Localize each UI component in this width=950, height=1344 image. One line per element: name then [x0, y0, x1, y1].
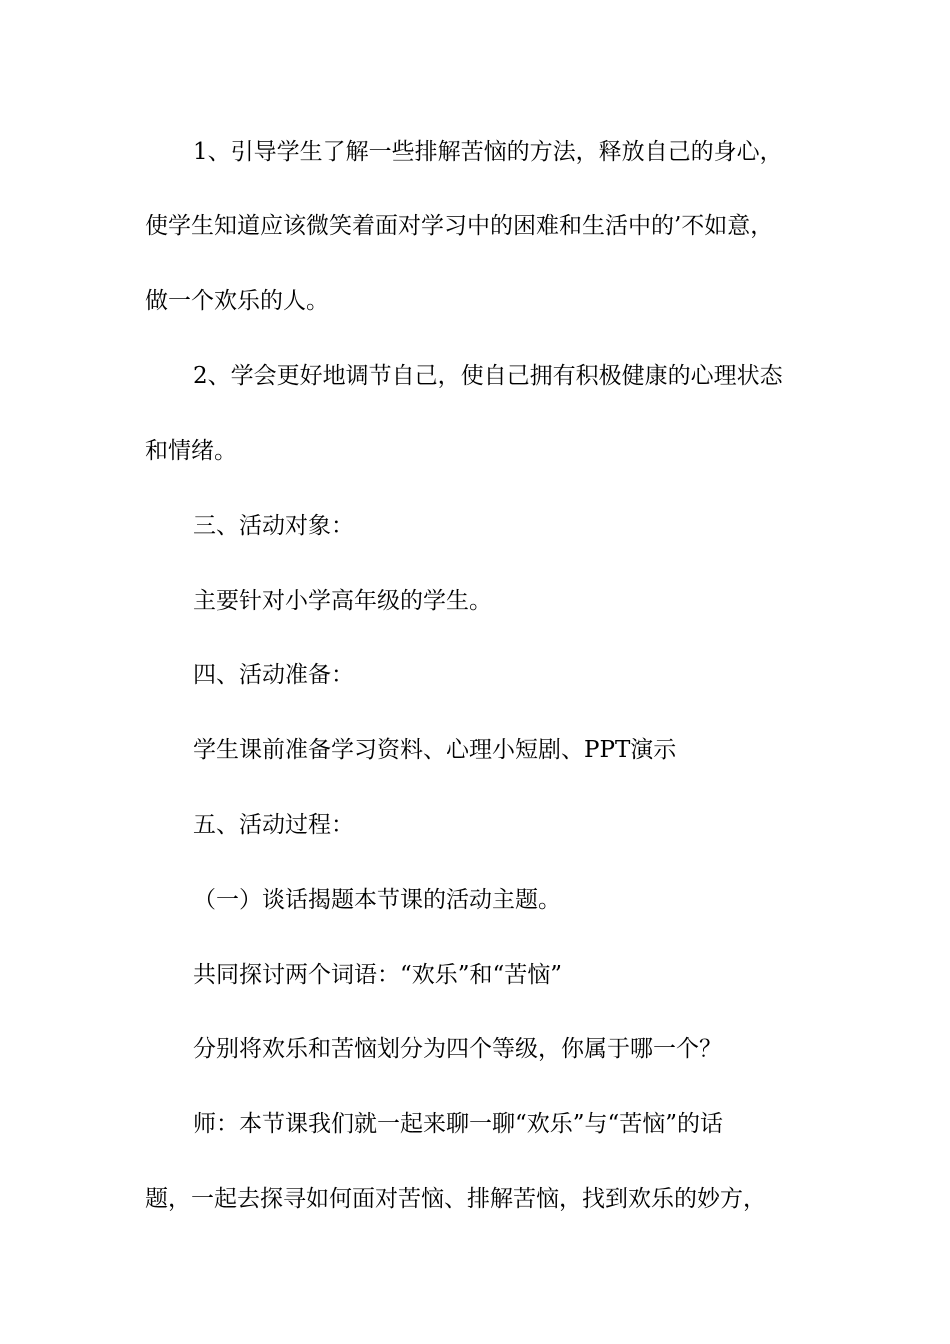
section-heading-preparation: 四、活动准备：: [193, 662, 354, 688]
section-heading-process: 五、活动过程：: [193, 812, 354, 838]
subsection-heading-1: （一）谈话揭题本节课的活动主题。: [193, 887, 561, 913]
text-line-discuss: 共同探讨两个词语：“欢乐”和“苦恼”: [193, 962, 563, 988]
text-line-goal-2: 2、学会更好地调节自己，使自己拥有积极健康的心理状态: [193, 363, 783, 389]
text-line-goal-2-end: 和情绪。: [145, 438, 237, 464]
text-line-preparation: 学生课前准备学习资料、心理小短剧、PPT演示: [193, 737, 677, 763]
text-line-teacher-cont: 题，一起去探寻如何面对苦恼、排解苦恼，找到欢乐的妙方，: [145, 1186, 766, 1212]
section-heading-target: 三、活动对象：: [193, 513, 354, 539]
text-line-goal-1-cont: 使学生知道应该微笑着面对学习中的困难和生活中的’不如意，: [145, 213, 774, 239]
text-line-goal-1: 1、引导学生了解一些排解苦恼的方法，释放自己的身心，: [193, 139, 783, 165]
text-line-goal-1-end: 做一个欢乐的人。: [145, 288, 329, 314]
text-line-levels: 分别将欢乐和苦恼划分为四个等级，你属于哪一个？: [193, 1036, 722, 1062]
text-line-teacher: 师：本节课我们就一起来聊一聊“欢乐”与“苦恼”的话: [193, 1111, 724, 1137]
text-line-target: 主要针对小学高年级的学生。: [193, 588, 492, 614]
